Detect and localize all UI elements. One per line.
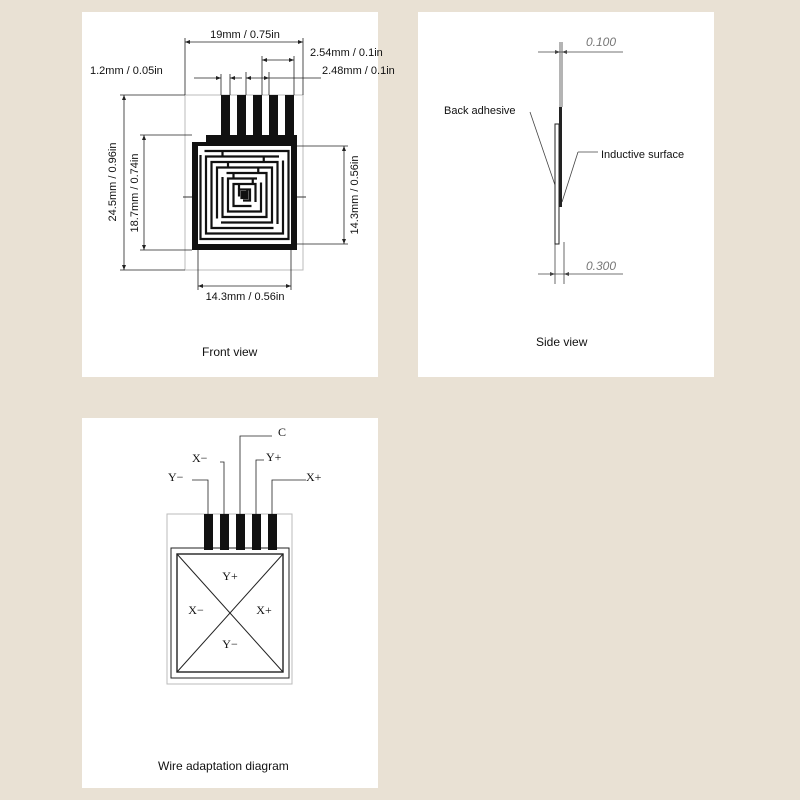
wire-view-drawing: [82, 418, 378, 788]
thickness-top: 0.100: [586, 35, 617, 49]
label-back-adhesive: Back adhesive: [444, 105, 516, 117]
label-inductive-surface: Inductive surface: [601, 149, 685, 161]
quadrant-right: X+: [256, 603, 272, 617]
dim-width-total: 19mm / 0.75in: [210, 29, 280, 41]
wire-pins: [204, 514, 277, 550]
front-view-drawing: [82, 12, 395, 377]
dim-height-total: 24.5mm / 0.96in: [107, 142, 119, 222]
side-view-caption: Side view: [536, 335, 588, 349]
quadrant-top: Y+: [222, 569, 238, 583]
inductive-layer: [559, 107, 562, 207]
pin-label-x-plus: X+: [306, 470, 322, 484]
thickness-bottom: 0.300: [586, 259, 617, 273]
dim-pin-gap: 2.48mm / 0.1in: [322, 65, 395, 77]
wire-view-caption: Wire adaptation diagram: [158, 759, 289, 773]
dim-sensor-width: 14.3mm / 0.56in: [205, 291, 285, 303]
side-view-drawing: [418, 12, 714, 377]
dim-pin-width: 1.2mm / 0.05in: [90, 65, 163, 77]
coil-center: [242, 192, 248, 198]
dim-pin-pitch: 2.54mm / 0.1in: [310, 47, 383, 59]
pin-label-y-minus: Y−: [168, 470, 184, 484]
pin-label-c: C: [278, 425, 287, 439]
front-pins: [221, 95, 294, 135]
front-view-caption: Front view: [202, 345, 258, 359]
side-view-panel: [418, 12, 714, 377]
adhesive-layer: [555, 124, 559, 244]
dim-height-sensor: 18.7mm / 0.74in: [129, 153, 141, 233]
pin-label-y-plus: Y+: [266, 450, 282, 464]
quadrant-left: X−: [188, 603, 204, 617]
dim-sensor-height: 14.3mm / 0.56in: [349, 155, 361, 235]
quadrant-bottom: Y−: [222, 637, 238, 651]
pin-label-x-minus: X−: [192, 451, 208, 465]
front-view-panel: [82, 12, 395, 377]
wire-view-panel: [82, 418, 378, 788]
